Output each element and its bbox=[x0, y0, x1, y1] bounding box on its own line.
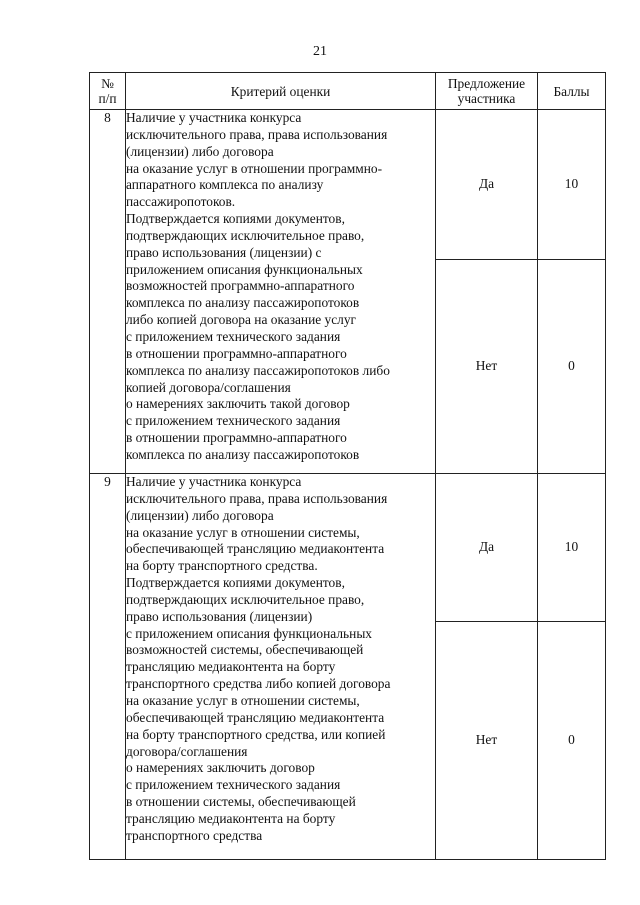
page-number: 21 bbox=[313, 44, 327, 59]
criterion-line: комплекса по анализу пассажиропотоков bbox=[126, 446, 360, 462]
criterion-line: с приложением технического задания bbox=[126, 777, 341, 793]
offer-value: Нет bbox=[436, 622, 538, 860]
criterion-line: трансляцию медиаконтента на борту bbox=[126, 810, 336, 826]
criterion-line: в отношении программно-аппаратного bbox=[126, 345, 347, 361]
criterion-line: на оказание услуг в отношении программно- bbox=[126, 160, 383, 176]
table-row bbox=[90, 110, 606, 260]
criterion-line: о намерениях заключить такой договор bbox=[126, 396, 350, 412]
header-criterion: Критерий оценки bbox=[126, 73, 436, 110]
table-row bbox=[90, 474, 606, 622]
row-number: 9 bbox=[90, 474, 126, 860]
criterion-line: на оказание услуг в отношении системы, bbox=[126, 524, 360, 540]
criterion-line: с приложением технического задания bbox=[126, 413, 341, 429]
table-header-row bbox=[90, 73, 606, 110]
header-score: Баллы bbox=[538, 73, 606, 110]
criterion-line: на оказание услуг в отношении системы, bbox=[126, 692, 360, 708]
criterion-line: Наличие у участника конкурса bbox=[126, 474, 302, 489]
criterion-line: Подтверждается копиями документов, bbox=[126, 575, 345, 591]
criterion-line: в отношении системы, обеспечивающей bbox=[126, 794, 356, 810]
criterion-line: подтверждающих исключительное право, bbox=[126, 227, 365, 243]
criterion-line: (лицензии) либо договора bbox=[126, 507, 274, 523]
criterion-line: приложением описания функциональных bbox=[126, 261, 363, 277]
criterion-line: исключительного права, права использования bbox=[126, 490, 388, 506]
criterion-line: транспортного средства bbox=[126, 827, 263, 843]
criterion-line: либо копией договора на оказание услуг bbox=[126, 312, 357, 328]
criterion-line: исключительного права, права использования bbox=[126, 126, 388, 142]
score-value: 0 bbox=[538, 260, 606, 474]
row-number: 8 bbox=[90, 110, 126, 474]
score-value: 10 bbox=[538, 110, 606, 260]
criterion-line: с приложением технического задания bbox=[126, 328, 341, 344]
criterion-line: подтверждающих исключительное право, bbox=[126, 591, 365, 607]
criterion-line: право использования (лицензии) с bbox=[126, 244, 322, 260]
criterion-line: возможностей программно-аппаратного bbox=[126, 278, 355, 294]
criterion-line: возможностей системы, обеспечивающей bbox=[126, 642, 364, 658]
criterion-line: пассажиропотоков. bbox=[126, 194, 236, 210]
criterion-line: копией договора/соглашения bbox=[126, 379, 291, 395]
criterion-line: (лицензии) либо договора bbox=[126, 143, 274, 159]
criterion-line: Подтверждается копиями документов, bbox=[126, 211, 345, 227]
header-number-sign: № bbox=[101, 76, 114, 91]
header-offer-line-1: Предложение bbox=[447, 76, 526, 91]
offer-value: Да bbox=[436, 110, 538, 260]
criterion-line: право использования (лицензии) bbox=[126, 608, 313, 624]
criterion-line: аппаратного комплекса по анализу bbox=[126, 177, 324, 193]
offer-value: Да bbox=[436, 474, 538, 622]
criterion-line: комплекса по анализу пассажиропотоков bbox=[126, 295, 360, 311]
criterion-line: обеспечивающей трансляцию медиаконтента bbox=[126, 709, 385, 725]
criterion-line: в отношении программно-аппаратного bbox=[126, 430, 347, 446]
header-number-abbr: п/п bbox=[98, 91, 117, 106]
header-number bbox=[90, 73, 126, 110]
criterion-line: комплекса по анализу пассажиропотоков либо bbox=[126, 362, 390, 378]
offer-value: Нет bbox=[436, 260, 538, 474]
criterion-line: Наличие у участника конкурса bbox=[126, 110, 302, 125]
score-value: 0 bbox=[538, 622, 606, 860]
criterion-text bbox=[126, 110, 436, 474]
criterion-line: на борту транспортного средства. bbox=[126, 558, 318, 574]
criterion-line: договора/соглашения bbox=[126, 743, 248, 759]
criterion-line: на борту транспортного средства, или копией bbox=[126, 726, 386, 742]
criterion-line: обеспечивающей трансляцию медиаконтента bbox=[126, 541, 385, 557]
evaluation-criteria-table bbox=[89, 72, 606, 860]
criterion-line: с приложением описания функциональных bbox=[126, 625, 373, 641]
criterion-text bbox=[126, 474, 436, 860]
criterion-line: трансляцию медиаконтента на борту bbox=[126, 659, 336, 675]
criterion-line: о намерениях заключить договор bbox=[126, 760, 315, 776]
criterion-line: транспортного средства либо копией договора bbox=[126, 676, 391, 692]
header-offer-line-2: участника bbox=[457, 91, 516, 106]
score-value: 10 bbox=[538, 474, 606, 622]
header-offer bbox=[436, 73, 538, 110]
